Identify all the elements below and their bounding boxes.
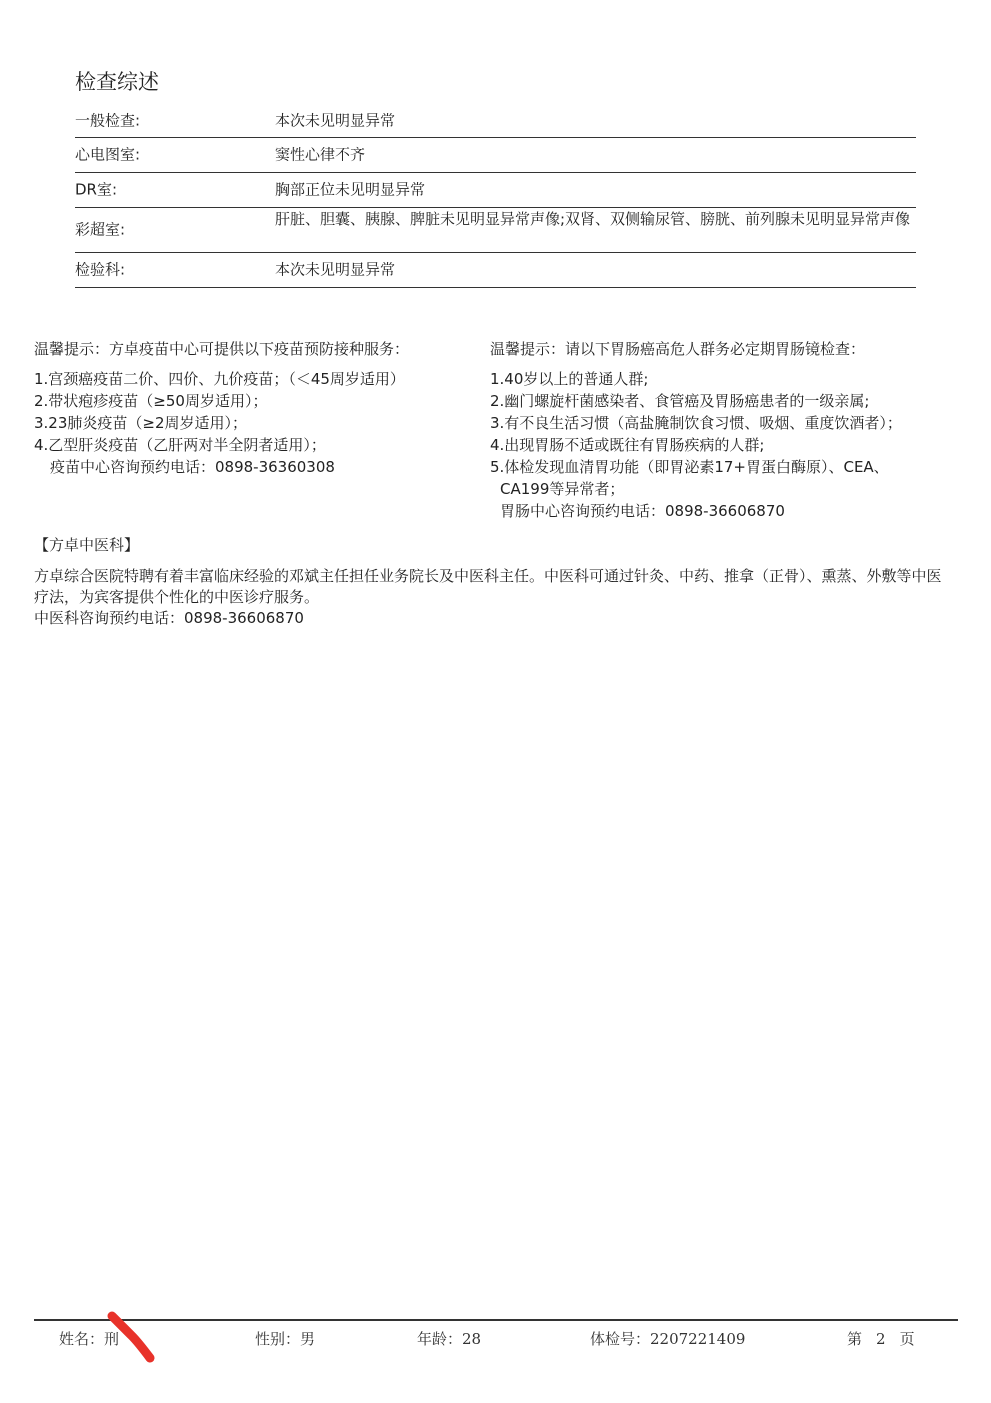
- summary-row-value: 肝脏、胆囊、胰腺、脾脏未见明显异常声像;双肾、双侧输尿管、膀胱、前列腺未见明显异常声像: [275, 210, 911, 228]
- summary-row-dr: [75, 173, 916, 208]
- gi-tip-item: 5.体检发现血清胃功能（即胃泌素17+胃蛋白酶原）、CEA、: [490, 458, 889, 476]
- summary-row-label: 检验科:: [75, 260, 126, 279]
- summary-table: [75, 104, 916, 288]
- summary-row-label: 心电图室:: [75, 145, 141, 164]
- page-prefix: 第: [847, 1330, 863, 1348]
- patient-gender: 性别：男: [255, 1330, 316, 1348]
- gi-tip-item: 1.40岁以上的普通人群;: [490, 370, 649, 388]
- summary-row-value: 胸部正位未见明显异常: [275, 180, 426, 199]
- gi-tip-item: 3.有不良生活习惯（高盐腌制饮食习惯、吸烟、重度饮酒者）；: [490, 414, 902, 432]
- patient-name: 姓名：刑: [59, 1330, 120, 1348]
- patient-age: 年龄：28: [417, 1330, 482, 1348]
- footer-divider: [34, 1319, 958, 1321]
- gi-tip-item: 2.幽门螺旋杆菌感染者、食管癌及胃肠癌患者的一级亲属;: [490, 392, 870, 410]
- summary-row-ultrasound: [75, 208, 916, 253]
- exam-number: 体检号：2207221409: [590, 1330, 746, 1348]
- summary-row-lab: [75, 253, 916, 288]
- summary-row-label: 一般检查:: [75, 111, 141, 129]
- tcm-body: 方卓综合医院特聘有着丰富临床经验的邓斌主任担任业务院长及中医科主任。中医科可通过针灸、中药、推拿（正骨）、熏蒸、外敷等中医疗法，为宾客提供个性化的中医诊疗服务。: [34, 567, 942, 606]
- summary-row-general: [75, 104, 916, 138]
- tcm-title: 【方卓中医科】: [34, 536, 140, 554]
- tcm-section: [34, 535, 949, 629]
- vaccine-phone: 疫苗中心咨询预约电话：0898-36360308: [50, 458, 335, 476]
- gi-tip-item: 4.出现胃肠不适或既往有胃肠疾病的人群;: [490, 436, 765, 454]
- summary-row-label: DR室:: [75, 180, 118, 199]
- summary-row-value: 本次未见明显异常: [275, 260, 396, 279]
- vaccine-tips-heading: 温馨提示：方卓疫苗中心可提供以下疫苗预防接种服务：: [34, 340, 410, 358]
- page-number-value: 2: [876, 1330, 886, 1348]
- summary-row-ecg: [75, 138, 916, 173]
- vaccine-tip-item: 4.乙型肝炎疫苗（乙肝两对半全阴者适用）；: [34, 436, 326, 454]
- redaction-mark: [104, 1310, 164, 1370]
- gi-tips-heading: 温馨提示：请以下胃肠癌高危人群务必定期胃肠镜检查：: [490, 340, 866, 358]
- page-suffix: 页: [899, 1330, 915, 1348]
- summary-row-value: 本次未见明显异常: [275, 111, 396, 129]
- summary-row-label: 彩超室:: [75, 220, 126, 239]
- summary-title: 检查综述: [75, 70, 159, 94]
- gi-tips: [490, 338, 960, 522]
- gi-tip-item-continued: CA199等异常者；: [500, 480, 625, 498]
- vaccine-tip-item: 2.带状疱疹疫苗（≥50周岁适用）；: [34, 392, 268, 410]
- vaccine-tip-item: 1.宫颈癌疫苗二价、四价、九价疫苗；（＜45周岁适用）: [34, 370, 405, 388]
- tcm-phone: 中医科咨询预约电话：0898-36606870: [34, 609, 304, 627]
- summary-row-value: 窦性心律不齐: [275, 145, 366, 164]
- vaccine-tip-item: 3.23肺炎疫苗（≥2周岁适用）；: [34, 414, 248, 432]
- vaccine-tips: [34, 338, 474, 478]
- gi-phone: 胃肠中心咨询预约电话：0898-36606870: [500, 502, 785, 520]
- page-number: [847, 1328, 915, 1349]
